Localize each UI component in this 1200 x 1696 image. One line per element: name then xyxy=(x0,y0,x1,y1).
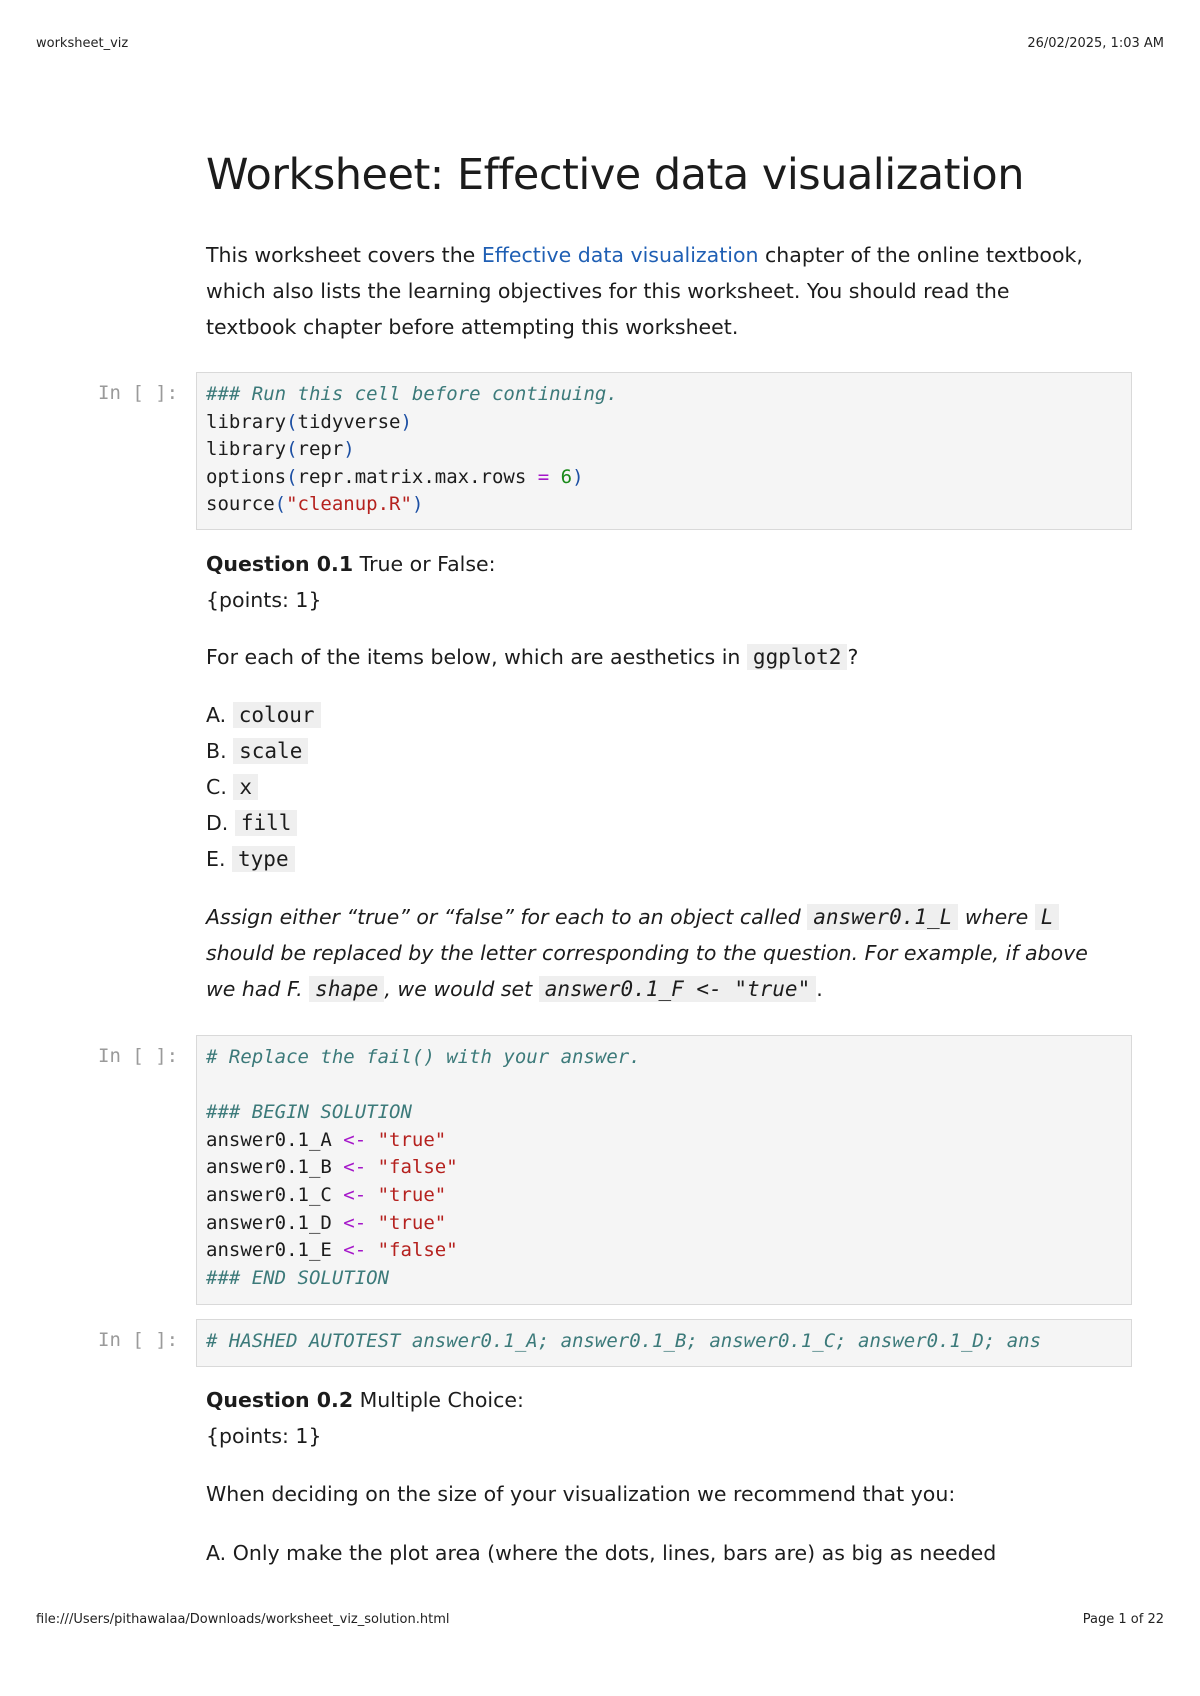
cell-prompt: In [ ]: xyxy=(98,1329,179,1351)
question-0-1-prompt: For each of the items below, which are aesthetics in ggplot2 ? xyxy=(206,645,859,669)
question-0-2-prompt: When deciding on the size of your visualization we recommend that you: xyxy=(206,1482,956,1506)
points-label: {points: 1} xyxy=(206,1424,322,1448)
print-footer xyxy=(36,1612,1164,1627)
print-datetime: 26/02/2025, 1:03 AM xyxy=(1027,36,1164,51)
cell-prompt: In [ ]: xyxy=(98,382,179,404)
question-0-2: Question 0.2 Multiple Choice: {points: 1} xyxy=(206,1382,1106,1454)
print-header xyxy=(36,36,1164,51)
question-0-1: Question 0.1 True or False: {points: 1} xyxy=(206,546,1106,618)
code-cell-answer-0-1[interactable]: # Replace the fail() with your answer. ### BEGIN SOLUTION answer0.1_A <- "true" answer0.1_B <- "false" answer0.1_C <- "true" answer0.1_D <- "true" answer0.1_E <- "false" ### END SOLUTION xyxy=(196,1035,1132,1305)
option-list xyxy=(206,697,1106,877)
question-heading: Question 0.1 xyxy=(206,552,354,576)
intro-paragraph: This worksheet covers the Effective data visualization chapter of the online textbook, which also lists the learning objectives for this worksheet. You should read the textbook chapter before attempting this worksheet. xyxy=(206,243,1083,339)
document-name: worksheet_viz xyxy=(36,36,129,51)
list-item: B. scale xyxy=(206,733,1106,769)
points-label: {points: 1} xyxy=(206,588,322,612)
list-item: E. type xyxy=(206,841,1106,877)
textbook-chapter-link[interactable]: Effective data visualization xyxy=(481,243,759,267)
option-a: A. Only make the plot area (where the dots, lines, bars are) as big as needed xyxy=(206,1541,997,1565)
page-title: Worksheet: Effective data visualization xyxy=(206,150,1024,200)
cell-prompt: In [ ]: xyxy=(98,1045,179,1067)
code-cell-autotest[interactable]: # HASHED AUTOTEST answer0.1_A; answer0.1_B; answer0.1_C; answer0.1_D; ans xyxy=(196,1319,1132,1367)
list-item: D. fill xyxy=(206,805,1106,841)
list-item: A. colour xyxy=(206,697,1106,733)
list-item: C. x xyxy=(206,769,1106,805)
question-heading: Question 0.2 xyxy=(206,1388,354,1412)
page-number: Page 1 of 22 xyxy=(1082,1612,1164,1627)
question-0-1-instructions: Assign either “true” or “false” for each to an object called answer0.1_L where L should be replaced by the letter corresponding to the question. For example, if above we had F. shape , we would set answer0.1_F <- "true" . xyxy=(206,905,1088,1001)
file-path: file:///Users/pithawalaa/Downloads/worksheet_viz_solution.html xyxy=(36,1612,450,1627)
code-cell-setup[interactable]: ### Run this cell before continuing. library(tidyverse) library(repr) options(repr.matrix.max.rows = 6) source("cleanup.R") xyxy=(196,372,1132,530)
